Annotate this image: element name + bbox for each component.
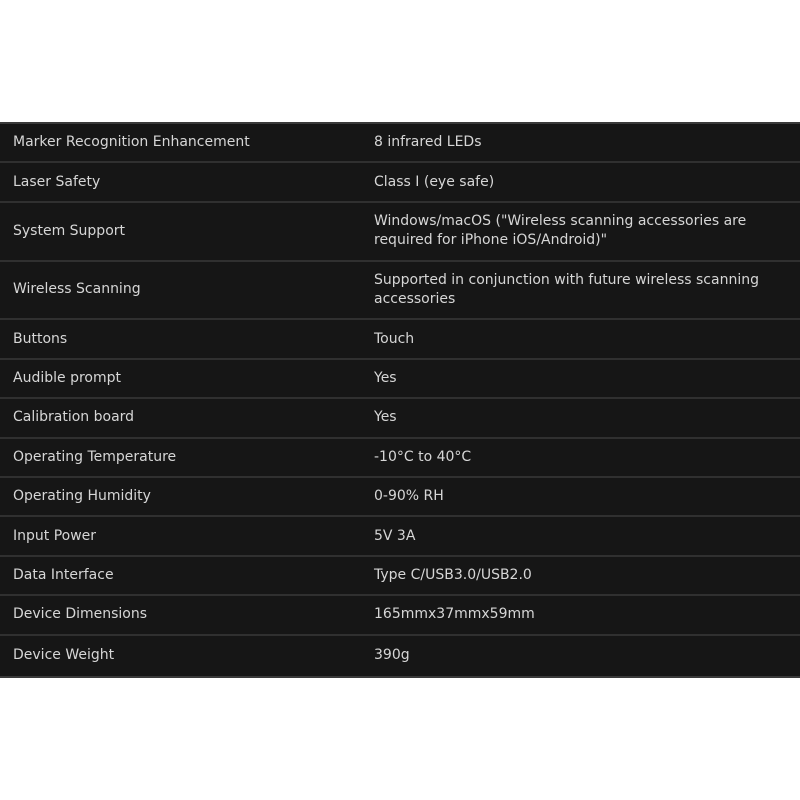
spec-value: Yes <box>374 409 397 426</box>
spec-row-audible-prompt <box>0 360 800 399</box>
spec-row-data-interface <box>0 557 800 596</box>
spec-value: 165mmx37mmx59mm <box>374 606 535 623</box>
spec-label: Audible prompt <box>13 369 121 386</box>
spec-label: Laser Safety <box>13 173 101 190</box>
spec-label: Wireless Scanning <box>13 281 141 298</box>
spec-row-operating-temperature <box>0 439 800 478</box>
spec-row-wireless-scanning <box>0 262 800 321</box>
spec-value: Yes <box>374 369 397 386</box>
spec-label: System Support <box>13 222 125 239</box>
spec-label: Operating Temperature <box>13 448 177 465</box>
spec-row-laser-safety <box>0 163 800 202</box>
spec-label: Calibration board <box>13 409 135 426</box>
spec-value: Type C/USB3.0/USB2.0 <box>374 566 532 583</box>
spec-value: Class I (eye safe) <box>374 173 495 190</box>
spec-table <box>0 122 800 678</box>
spec-value: Windows/macOS ("Wireless scanning accessories are required for iPhone iOS/Android)" <box>374 213 747 249</box>
spec-row-operating-humidity <box>0 478 800 517</box>
spec-row-system-support <box>0 203 800 262</box>
spec-value: 0-90% RH <box>374 488 444 505</box>
spec-row-calibration-board <box>0 399 800 438</box>
spec-value: -10°C to 40°C <box>374 448 472 465</box>
spec-row-buttons <box>0 320 800 359</box>
spec-label: Buttons <box>13 330 68 347</box>
spec-row-marker-recognition <box>0 124 800 163</box>
spec-label: Device Weight <box>13 646 115 663</box>
spec-label: Device Dimensions <box>13 606 148 623</box>
spec-row-device-dimensions <box>0 596 800 635</box>
spec-row-input-power <box>0 517 800 556</box>
spec-value: Touch <box>374 330 415 347</box>
spec-value: 5V 3A <box>374 527 416 544</box>
spec-value: Supported in conjunction with future wireless scanning accessories <box>374 271 759 307</box>
spec-label: Operating Humidity <box>13 488 151 505</box>
spec-label: Input Power <box>13 527 97 544</box>
spec-label: Marker Recognition Enhancement <box>13 134 250 151</box>
spec-label: Data Interface <box>13 566 114 583</box>
spec-value: 8 infrared LEDs <box>374 134 482 151</box>
spec-value: 390g <box>374 646 410 663</box>
spec-row-device-weight <box>0 636 800 675</box>
